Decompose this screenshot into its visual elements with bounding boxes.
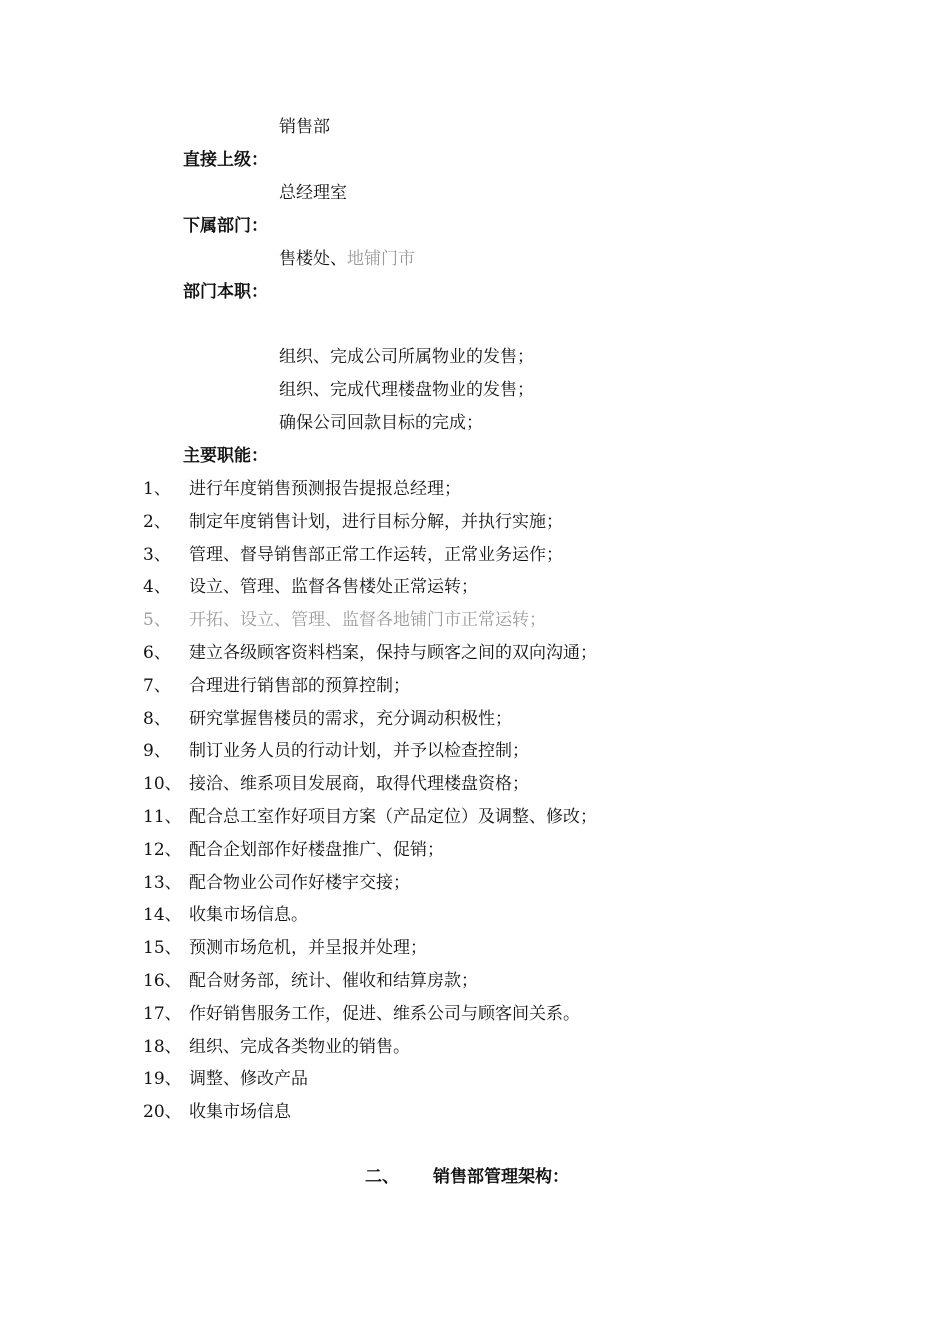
function-number: 4、: [143, 577, 171, 597]
function-text: 收集市场信息。: [189, 905, 308, 925]
function-number: 12、: [143, 840, 182, 860]
function-number: 18、: [143, 1037, 182, 1057]
subordinate-label: 下属部门：: [183, 216, 268, 236]
department-name: 销售部: [279, 117, 330, 137]
function-number: 17、: [143, 1004, 182, 1024]
duty-label: 部门本职：: [183, 282, 268, 302]
function-text: 接洽、维系项目发展商，取得代理楼盘资格；: [189, 774, 529, 794]
function-text: 开拓、设立、管理、监督各地铺门市正常运转；: [189, 610, 546, 630]
function-text: 设立、管理、监督各售楼处正常运转；: [189, 577, 478, 597]
function-text: 研究掌握售楼员的需求，充分调动积极性；: [189, 709, 512, 729]
subordinate-value-part1: 售楼处、: [279, 249, 347, 269]
function-number: 9、: [143, 741, 171, 761]
duty-item: 组织、完成公司所属物业的发售；: [279, 347, 534, 367]
function-text: 配合财务部，统计、催收和结算房款；: [189, 971, 478, 991]
function-number: 15、: [143, 938, 182, 958]
function-number: 13、: [143, 873, 182, 893]
section-number: 二、: [365, 1167, 399, 1187]
function-number: 14、: [143, 905, 182, 925]
function-number: 6、: [143, 643, 171, 663]
function-text: 建立各级顾客资料档案，保持与顾客之间的双向沟通；: [189, 643, 597, 663]
function-number: 7、: [143, 676, 171, 696]
function-number: 10、: [143, 774, 182, 794]
function-number: 11、: [143, 807, 182, 827]
subordinate-value-part2: 地铺门市: [347, 249, 415, 269]
function-number: 16、: [143, 971, 182, 991]
function-text: 调整、修改产品: [189, 1069, 308, 1089]
function-text: 作好销售服务工作，促进、维系公司与顾客间关系。: [189, 1004, 580, 1024]
function-text: 合理进行销售部的预算控制；: [189, 676, 410, 696]
function-text: 配合企划部作好楼盘推广、促销；: [189, 840, 444, 860]
function-text: 组织、完成各类物业的销售。: [189, 1037, 410, 1057]
function-text: 配合物业公司作好楼宇交接；: [189, 873, 410, 893]
superior-value: 总经理室: [279, 183, 347, 203]
function-number: 2、: [143, 512, 171, 532]
function-number: 3、: [143, 545, 171, 565]
duty-item: 组织、完成代理楼盘物业的发售；: [279, 380, 534, 400]
function-number: 5、: [143, 610, 171, 630]
function-number: 1、: [143, 479, 171, 499]
function-number: 8、: [143, 709, 171, 729]
function-text: 进行年度销售预测报告提报总经理；: [189, 479, 461, 499]
function-text: 制订业务人员的行动计划，并予以检查控制；: [189, 741, 529, 761]
subordinate-value: [279, 248, 415, 270]
functions-label: 主要职能：: [183, 446, 268, 466]
superior-label: 直接上级：: [183, 150, 268, 170]
function-text: 制定年度销售计划，进行目标分解，并执行实施；: [189, 512, 563, 532]
function-text: 预测市场危机，并呈报并处理；: [189, 938, 427, 958]
function-number: 20、: [143, 1102, 182, 1122]
function-text: 配合总工室作好项目方案（产品定位）及调整、修改；: [189, 807, 597, 827]
function-number: 19、: [143, 1069, 182, 1089]
function-text: 管理、督导销售部正常工作运转，正常业务运作；: [189, 545, 563, 565]
function-text: 收集市场信息: [189, 1102, 291, 1122]
duty-item: 确保公司回款目标的完成；: [279, 413, 483, 433]
section-title: 销售部管理架构：: [433, 1167, 569, 1187]
